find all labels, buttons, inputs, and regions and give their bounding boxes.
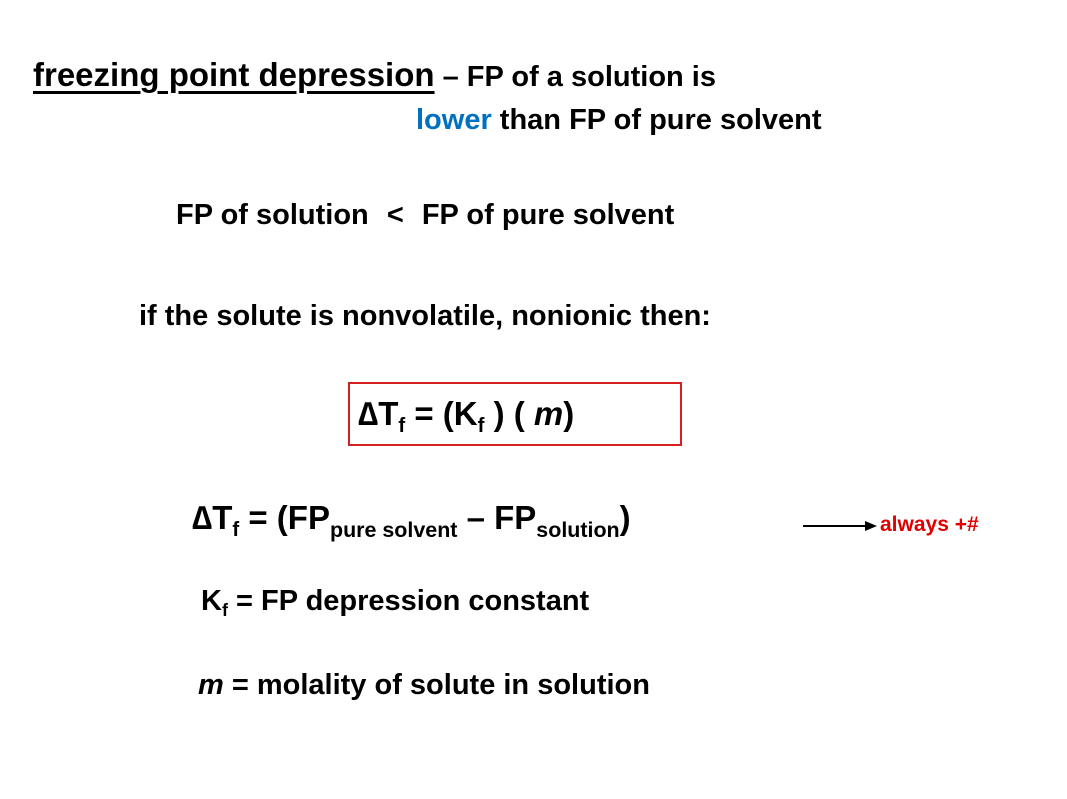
m-def-symbol: m bbox=[198, 669, 224, 701]
formula-delta bbox=[192, 499, 631, 542]
condition-text: if the solute is nonvolatile, nonionic then: bbox=[139, 300, 711, 332]
minus-fp: – FP bbox=[457, 499, 537, 536]
m-def-text: = molality of solute in solution bbox=[223, 669, 650, 701]
m-symbol: m bbox=[533, 395, 564, 432]
comparison-line bbox=[176, 201, 674, 230]
m-definition bbox=[198, 671, 650, 700]
t-symbol: T bbox=[378, 395, 399, 432]
lower-word: lower bbox=[416, 104, 492, 136]
delta-symbol: ∆ bbox=[358, 395, 379, 432]
close-open: ) ( bbox=[484, 395, 534, 432]
note-text: always +# bbox=[880, 513, 979, 536]
kf-k: K bbox=[201, 585, 222, 617]
title-line-2 bbox=[416, 106, 822, 135]
title-dash-text: – FP of a solution is bbox=[434, 61, 716, 93]
kf-text: = FP depression constant bbox=[227, 585, 590, 617]
sub-pure-solvent: pure solvent bbox=[329, 517, 458, 542]
condition-line bbox=[139, 302, 711, 331]
sub-kf: f bbox=[477, 414, 485, 438]
term-heading: freezing point depression bbox=[33, 56, 435, 93]
comparison-symbol: < bbox=[386, 199, 404, 231]
equals-open-k: = (K bbox=[405, 395, 478, 432]
kf-definition bbox=[201, 585, 590, 621]
delta-symbol-2: ∆ bbox=[192, 499, 213, 536]
t-symbol-2: T bbox=[212, 499, 233, 536]
title-line-1 bbox=[33, 58, 716, 92]
always-positive-note bbox=[880, 514, 979, 535]
close-paren-2: ) bbox=[619, 499, 631, 536]
equals-fp: = (FP bbox=[239, 499, 330, 536]
kf-sub: f bbox=[221, 600, 228, 621]
sub-f: f bbox=[398, 414, 406, 438]
right-arrow-icon bbox=[803, 520, 877, 532]
sub-f-2: f bbox=[232, 518, 240, 542]
sub-solution: solution bbox=[536, 517, 620, 542]
close-paren: ) bbox=[563, 395, 575, 432]
title-line-2-rest: than FP of pure solvent bbox=[491, 104, 822, 136]
comparison-left: FP of solution bbox=[176, 199, 369, 231]
formula-main bbox=[358, 395, 575, 438]
comparison-right: FP of pure solvent bbox=[421, 199, 675, 231]
